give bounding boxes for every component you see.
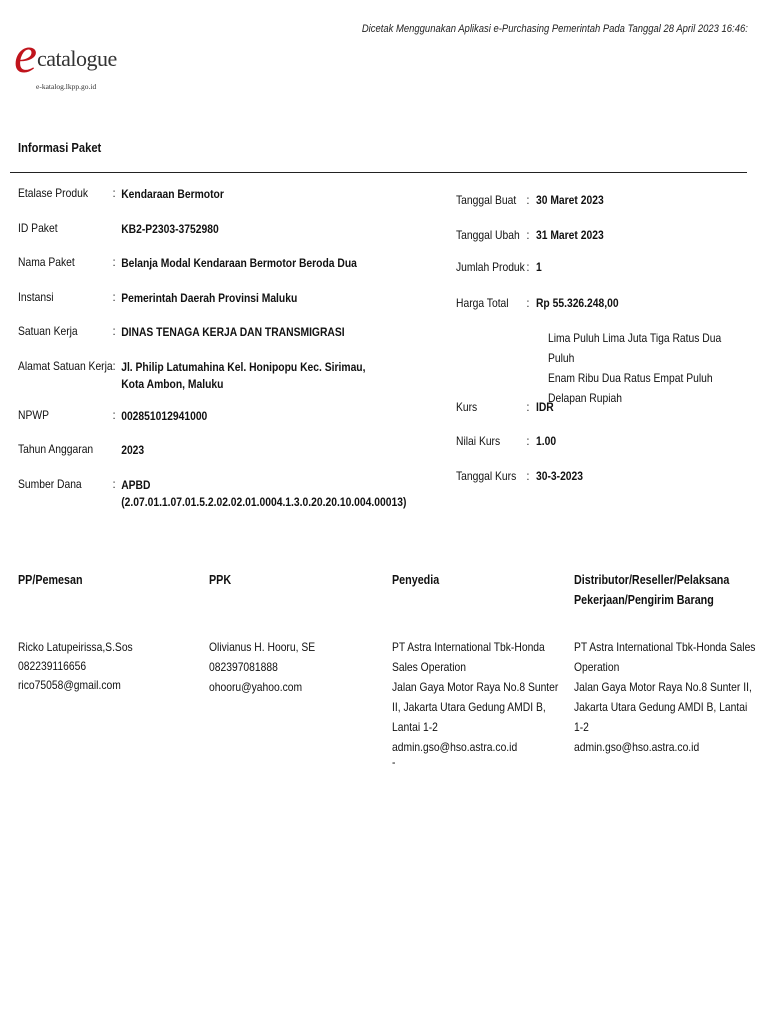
amount-words-line: Delapan Rupiah [548, 391, 623, 405]
field-colon: : [526, 434, 530, 448]
field-value: 1.00 [535, 434, 557, 448]
party-line: Lantai 1-2 [392, 720, 438, 734]
sumber-dana-value: APBD [121, 478, 151, 492]
field-value: KB2-P2303-3752980 [121, 222, 219, 236]
party-penyedia [392, 637, 558, 767]
logo-url: e-katalog.lkpp.go.id [36, 82, 97, 91]
party-line: ohooru@yahoo.com [209, 680, 303, 694]
party-title-pemesan [18, 570, 83, 590]
party-ppk [209, 637, 315, 697]
field-colon: : [526, 193, 530, 207]
field-value: DINAS TENAGA KERJA DAN TRANSMIGRASI [121, 325, 345, 339]
field-colon: : [112, 359, 116, 373]
party-title-line: Penyedia [392, 573, 440, 587]
party-line: PT Astra International Tbk-Honda Sales [574, 640, 756, 654]
field-label: Nilai Kurs [456, 434, 501, 448]
party-line: PT Astra International Tbk-Honda [392, 640, 545, 654]
amount-in-words [548, 328, 746, 408]
field-label: Tanggal Ubah [456, 228, 520, 242]
print-note: Dicetak Menggunakan Aplikasi e-Purchasing Pemerintah Pada Tanggal 28 April 2023 16:46: [361, 23, 748, 35]
party-title-distributor [574, 570, 729, 610]
field-value: 1 [535, 260, 542, 274]
field-value: 31 Maret 2023 [535, 228, 604, 242]
party-line: Sales Operation [392, 660, 467, 674]
field-value: IDR [535, 400, 554, 414]
party-line: Operation [574, 660, 620, 674]
party-line: 1-2 [574, 720, 589, 734]
field-value: 002851012941000 [121, 409, 208, 423]
field-value: 30-3-2023 [535, 469, 584, 483]
party-line: admin.gso@hso.astra.co.id [574, 740, 700, 754]
party-pemesan [18, 637, 133, 695]
field-colon: : [112, 290, 116, 304]
field-value: Rp 55.326.248,00 [535, 296, 619, 310]
field-label: Tanggal Buat [456, 193, 517, 207]
party-distributor [574, 637, 755, 757]
field-colon: : [526, 469, 530, 483]
field-value: Belanja Modal Kendaraan Bermotor Beroda Dua [121, 256, 357, 270]
field-label: Harga Total [456, 296, 509, 310]
party-line: Jalan Gaya Motor Raya No.8 Sunter [392, 680, 559, 694]
section-title: Informasi Paket [18, 140, 102, 155]
field-value: Pemerintah Daerah Provinsi Maluku [121, 291, 298, 305]
field-value [121, 477, 405, 511]
party-title-penyedia [392, 570, 439, 590]
section-divider [10, 172, 747, 173]
party-line: admin.gso@hso.astra.co.id [392, 740, 518, 754]
field-colon: : [526, 296, 530, 310]
field-colon: : [112, 324, 116, 338]
field-label: Sumber Dana [18, 477, 82, 491]
party-line: 082397081888 [209, 660, 278, 674]
party-title-line: Distributor/Reseller/Pelaksana [574, 573, 730, 587]
field-colon: : [526, 400, 530, 414]
field-value: Kendaraan Bermotor [121, 187, 224, 201]
party-title-line: PP/Pemesan [18, 573, 83, 587]
field-label: Etalase Produk [18, 186, 88, 200]
field-colon: : [112, 477, 116, 491]
field-value: Jl. Philip Latumahina Kel. Honipopu Kec. Sirimau, Kota Ambon, Maluku [121, 360, 366, 391]
field-label: NPWP [18, 408, 49, 422]
party-title-line: PPK [209, 573, 232, 587]
field-label: Tahun Anggaran [18, 442, 94, 456]
party-line: - [392, 755, 396, 769]
party-line: Jalan Gaya Motor Raya No.8 Sunter II, [574, 680, 752, 694]
party-title-ppk [209, 570, 231, 590]
field-colon: : [112, 255, 116, 269]
field-label: Nama Paket [18, 255, 75, 269]
party-line: Ricko Latupeirissa,S.Sos [18, 640, 133, 654]
field-colon: : [526, 260, 530, 274]
field-value: 30 Maret 2023 [535, 193, 604, 207]
field-label: Tanggal Kurs [456, 469, 517, 483]
field-label: Jumlah Produk [456, 260, 525, 274]
field-colon: : [526, 228, 530, 242]
party-line: rico75058@gmail.com [18, 678, 121, 692]
sumber-dana-code: (2.07.01.1.07.01.5.2.02.02.01.0004.1.3.0.20.20.10.004.00013) [121, 495, 407, 509]
field-colon: : [112, 408, 116, 422]
field-label: Alamat Satuan Kerja [18, 359, 113, 373]
amount-words-line: Enam Ribu Dua Ratus Empat Puluh [548, 371, 713, 385]
field-label: Satuan Kerja [18, 324, 78, 338]
ecatalogue-logo [14, 27, 117, 92]
field-colon: : [112, 186, 116, 200]
party-title-line: Pekerjaan/Pengirim Barang [574, 593, 714, 607]
field-label: Kurs [456, 400, 478, 414]
logo-letter: e [14, 27, 38, 84]
party-line: II, Jakarta Utara Gedung AMDI B, [392, 700, 546, 714]
party-line: 082239116656 [18, 659, 87, 673]
field-label: ID Paket [18, 221, 58, 235]
party-line: Olivianus H. Hooru, SE [209, 640, 316, 654]
amount-words-line: Lima Puluh Lima Juta Tiga Ratus Dua Puluh [548, 331, 722, 365]
party-line: Jakarta Utara Gedung AMDI B, Lantai [574, 700, 748, 714]
logo-word: catalogue [37, 46, 117, 71]
field-label: Instansi [18, 290, 54, 304]
field-value: 2023 [121, 443, 145, 457]
